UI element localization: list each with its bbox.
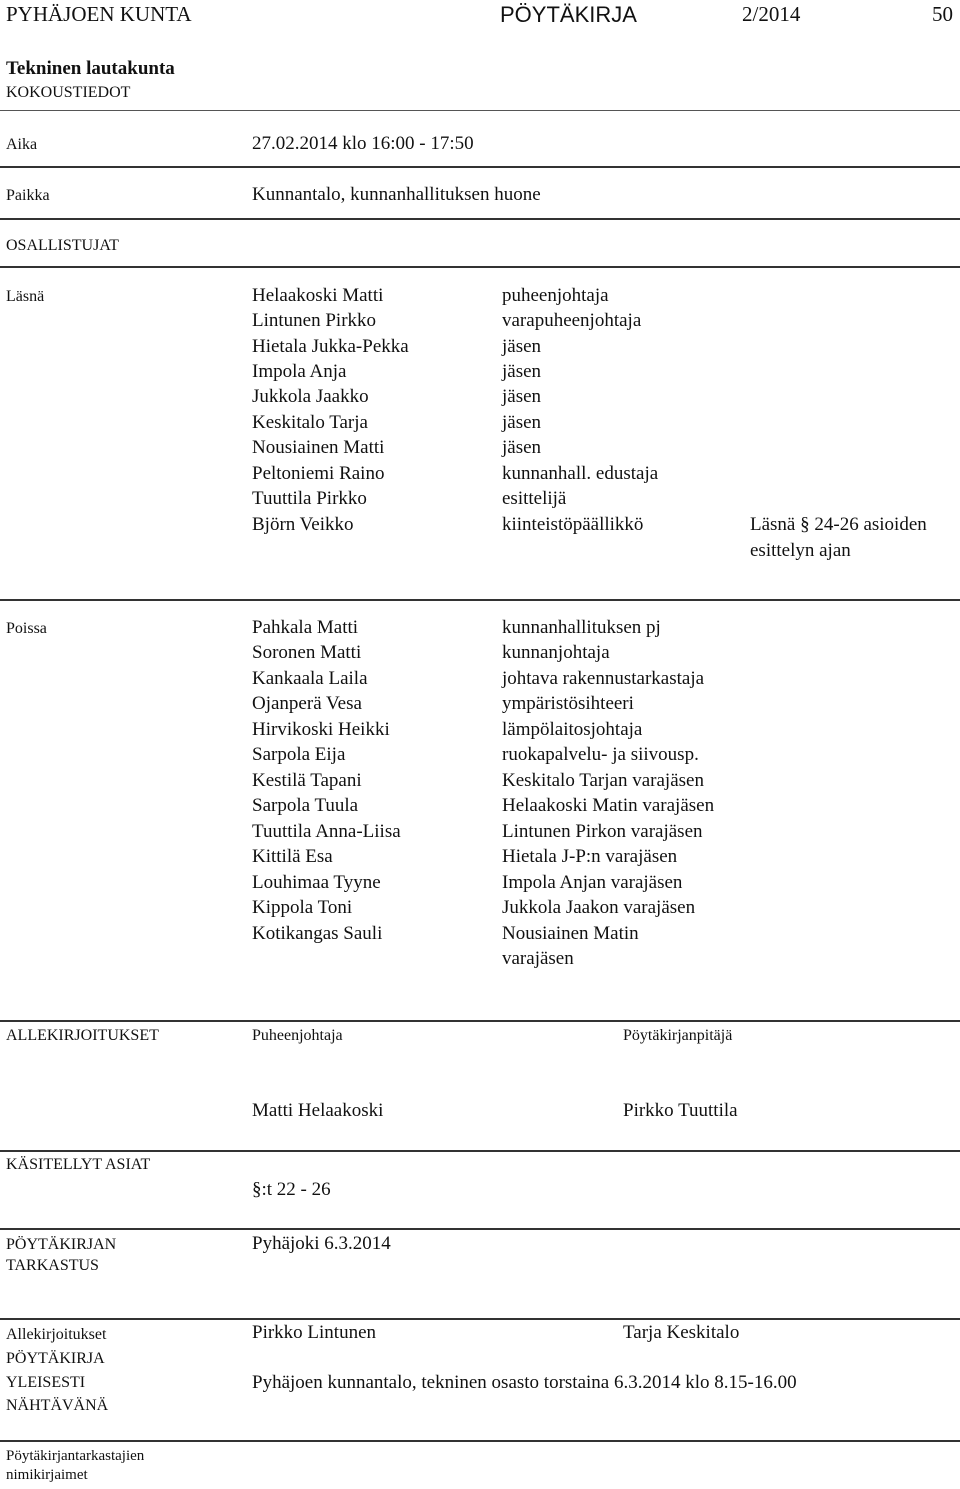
page-number: 50: [932, 2, 953, 26]
divider: [0, 1020, 960, 1022]
section-title: KOKOUSTIEDOT: [6, 84, 131, 101]
document-type: PÖYTÄKIRJA: [500, 2, 637, 27]
review-label: PÖYTÄKIRJAN: [6, 1236, 117, 1253]
member-role: jäsen: [502, 412, 542, 433]
member-name: Jukkola Jaakko: [252, 386, 369, 407]
absent-role: kunnanjohtaja: [502, 642, 610, 663]
absent-name: Pahkala Matti: [252, 617, 359, 638]
time-value: 27.02.2014 klo 16:00 - 17:50: [252, 133, 474, 154]
member-name: Hietala Jukka-Pekka: [252, 336, 409, 357]
absent-role: kunnanhallituksen pj: [502, 617, 661, 638]
member-role: puheenjohtaja: [502, 285, 609, 306]
divider: [0, 110, 960, 111]
divider: [0, 266, 960, 268]
member-name: Keskitalo Tarja: [252, 412, 368, 433]
member-name: Impola Anja: [252, 361, 347, 382]
initials-label: Pöytäkirjantarkastajien: [6, 1448, 145, 1464]
review-value: Pyhäjoki 6.3.2014: [252, 1233, 391, 1254]
chair-name: Matti Helaakoski: [252, 1100, 384, 1121]
absent-role: Keskitalo Tarjan varajäsen: [502, 770, 704, 791]
reviewer-name: Tarja Keskitalo: [623, 1322, 740, 1343]
member-name: Lintunen Pirkko: [252, 310, 377, 331]
absent-role: ympäristösihteeri: [502, 693, 634, 714]
handled-label: KÄSITELLYT ASIAT: [6, 1156, 151, 1173]
absent-label: Poissa: [6, 620, 47, 637]
absent-name: Kestilä Tapani: [252, 770, 362, 791]
absent-role: Lintunen Pirkon varajäsen: [502, 821, 703, 842]
committee-name: Tekninen lautakunta: [6, 58, 175, 79]
secretary-label: Pöytäkirjanpitäjä: [623, 1027, 733, 1044]
present-label: Läsnä: [6, 288, 45, 305]
attendance-note: esittelyn ajan: [750, 540, 851, 561]
handled-value: §:t 22 - 26: [252, 1179, 331, 1200]
time-label: Aika: [6, 136, 38, 153]
member-name: Nousiainen Matti: [252, 437, 385, 458]
member-role: jäsen: [502, 336, 542, 357]
absent-role-continuation: varajäsen: [502, 948, 574, 969]
municipality-name: PYHÄJOEN KUNTA: [6, 2, 192, 26]
divider: [0, 166, 960, 168]
absent-name: Kittilä Esa: [252, 846, 333, 867]
member-name: Peltoniemi Raino: [252, 463, 385, 484]
absent-name: Louhimaa Tyyne: [252, 872, 381, 893]
absent-role: johtava rakennustarkastaja: [502, 668, 705, 689]
divider: [0, 1440, 960, 1442]
divider: [0, 218, 960, 220]
review-label: TARKASTUS: [6, 1257, 99, 1274]
document-number: 2/2014: [742, 2, 801, 26]
reviewer-signatures-label: Allekirjoitukset: [6, 1326, 107, 1343]
absent-name: Soronen Matti: [252, 642, 362, 663]
public-label: PÖYTÄKIRJA: [6, 1350, 105, 1367]
absent-role: lämpölaitosjohtaja: [502, 719, 643, 740]
absent-name: Kippola Toni: [252, 897, 353, 918]
place-label: Paikka: [6, 187, 50, 204]
divider: [0, 1150, 960, 1152]
reviewer-name: Pirkko Lintunen: [252, 1322, 377, 1343]
absent-name: Kankaala Laila: [252, 668, 368, 689]
initials-label: nimikirjaimet: [6, 1467, 88, 1483]
secretary-name: Pirkko Tuuttila: [623, 1100, 738, 1121]
public-label: YLEISESTI: [6, 1374, 86, 1391]
absent-name: Sarpola Eija: [252, 744, 346, 765]
member-role: jäsen: [502, 361, 542, 382]
member-role: jäsen: [502, 437, 542, 458]
absent-name: Hirvikoski Heikki: [252, 719, 390, 740]
member-role: varapuheenjohtaja: [502, 310, 642, 331]
member-name: Tuuttila Pirkko: [252, 488, 367, 509]
absent-name: Tuuttila Anna-Liisa: [252, 821, 401, 842]
member-name: Björn Veikko: [252, 514, 354, 535]
public-label: NÄHTÄVÄNÄ: [6, 1397, 109, 1414]
member-role: kiinteistöpäällikkö: [502, 514, 644, 535]
public-value: Pyhäjoen kunnantalo, tekninen osasto torstaina 6.3.2014 klo 8.15-16.00: [252, 1372, 797, 1393]
divider: [0, 1228, 960, 1230]
attendance-note: Läsnä § 24-26 asioiden: [750, 514, 927, 535]
absent-role: ruokapalvelu- ja siivousp.: [502, 744, 699, 765]
signatures-label: ALLEKIRJOITUKSET: [6, 1027, 159, 1044]
member-role: kunnanhall. edustaja: [502, 463, 659, 484]
place-value: Kunnantalo, kunnanhallituksen huone: [252, 184, 541, 205]
absent-name: Ojanperä Vesa: [252, 693, 362, 714]
chair-label: Puheenjohtaja: [252, 1027, 343, 1044]
member-role: jäsen: [502, 386, 542, 407]
absent-name: Sarpola Tuula: [252, 795, 359, 816]
absent-role: Impola Anjan varajäsen: [502, 872, 683, 893]
member-role: esittelijä: [502, 488, 567, 509]
member-name: Helaakoski Matti: [252, 285, 384, 306]
divider: [0, 1318, 960, 1320]
absent-role: Helaakoski Matin varajäsen: [502, 795, 715, 816]
absent-role: Hietala J-P:n varajäsen: [502, 846, 678, 867]
divider: [0, 599, 960, 601]
participants-heading: OSALLISTUJAT: [6, 237, 119, 254]
absent-role: Jukkola Jaakon varajäsen: [502, 897, 696, 918]
absent-name: Kotikangas Sauli: [252, 923, 383, 944]
absent-role: Nousiainen Matin: [502, 923, 639, 944]
